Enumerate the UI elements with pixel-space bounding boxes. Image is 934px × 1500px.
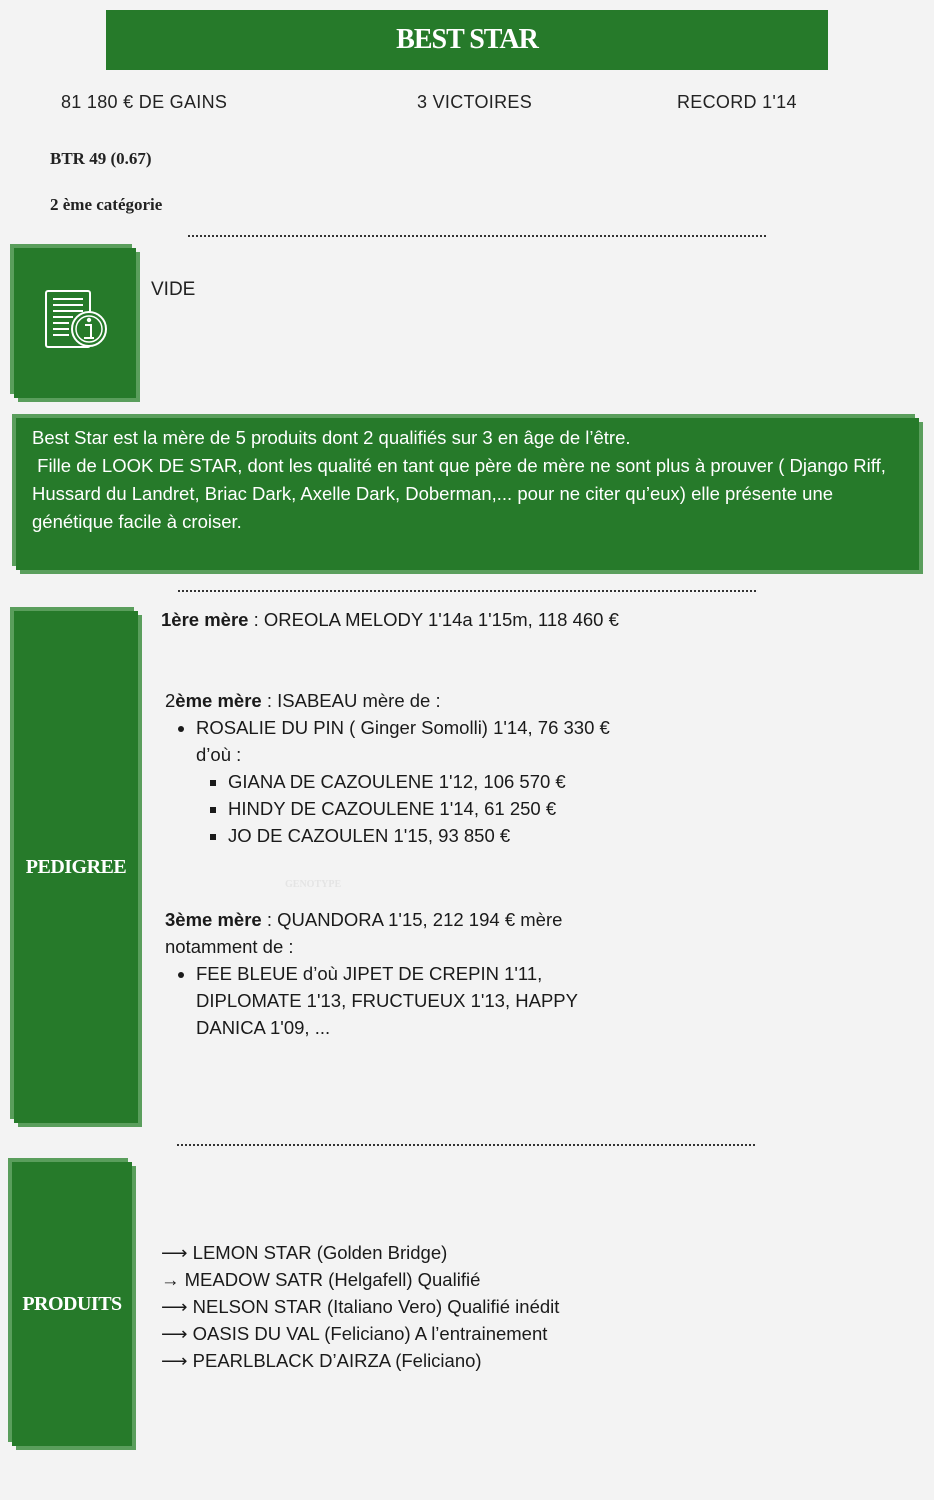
first-dam <box>161 606 681 633</box>
watermark-text: GENOTYPE <box>285 879 342 890</box>
third-dam-offspring <box>165 960 645 1041</box>
second-dam-label: ème mère <box>175 690 262 711</box>
category: 2 ème catégorie <box>50 195 163 214</box>
list-item <box>196 714 645 768</box>
third-dam-text: : QUANDORA 1'15, 212 194 € mère notamment de : <box>165 909 563 957</box>
grandchildren-list <box>165 768 645 849</box>
third-dam <box>165 906 645 1041</box>
third-dam-label: 3ème mère <box>165 909 262 930</box>
list-item: ▪ JO DE CAZOULEN 1'15, 93 850 € <box>228 822 645 849</box>
description-line-1: Best Star est la mère de 5 produits dont 2 qualifiés sur 3 en âge de l’être. <box>32 427 631 448</box>
list-item: ▪ GIANA DE CAZOULENE 1'12, 106 570 € <box>228 768 645 795</box>
status-text: VIDE <box>151 279 196 300</box>
list-item: ▪ HINDY DE CAZOULENE 1'14, 61 250 € <box>228 795 645 822</box>
second-dam-text: : ISABEAU mère de : <box>261 690 441 711</box>
document-info-icon <box>43 288 109 354</box>
second-dam-prefix: 2 <box>165 690 176 711</box>
divider <box>188 235 766 237</box>
divider <box>178 590 756 592</box>
list-item: ⟶ NELSON STAR (Italiano Vero) Qualifié inédit <box>161 1296 560 1317</box>
produits-label: PRODUITS <box>22 1292 122 1315</box>
status-icon-box <box>14 248 136 398</box>
btr-rating: BTR 49 (0.67) <box>50 149 152 168</box>
list-item: ⟶ OASIS DU VAL (Feliciano) A l’entrainement <box>161 1323 548 1344</box>
pedigree-label: PEDIGREE <box>25 855 127 878</box>
description-text <box>32 424 902 536</box>
page-title: BEST STAR <box>396 24 538 55</box>
list-item: ⟶ LEMON STAR (Golden Bridge) <box>161 1242 448 1263</box>
list-item: • FEE BLEUE d’où JIPET DE CREPIN 1'11, DIPLOMATE 1'13, FRUCTUEUX 1'13, HAPPY DANICA 1'09, ... <box>196 960 645 1041</box>
produits-label-box <box>12 1162 132 1446</box>
stat-gains: 81 180 € DE GAINS <box>61 92 228 112</box>
first-dam-label: 1ère mère <box>161 609 249 630</box>
produits-list <box>161 1239 559 1374</box>
first-dam-text: : OREOLA MELODY 1'14a 1'15m, 118 460 € <box>248 609 619 630</box>
second-dam <box>165 687 645 849</box>
second-dam-offspring <box>165 714 645 768</box>
list-item: ⟶ PEARLBLACK D’AIRZA (Feliciano) <box>161 1350 482 1371</box>
pedigree-label-box <box>14 611 138 1123</box>
rosalie-text: ROSALIE DU PIN ( Ginger Somolli) 1'14, 76 330 € d’où : <box>196 717 610 765</box>
title-banner <box>106 10 828 70</box>
stat-victoires: 3 VICTOIRES <box>417 92 533 112</box>
description-line-2: Fille de LOOK DE STAR, dont les qualité en tant que père de mère ne sont plus à prouver ( Django Riff, Hussard du Landret, Briac Dark, Axelle Dark, Doberman,... pour ne citer qu’eux) elle présente une génétique facile à croiser. <box>32 455 891 532</box>
list-item: → MEADOW SATR (Helgafell) Qualifié <box>161 1269 481 1290</box>
stat-record: RECORD 1'14 <box>677 92 797 112</box>
divider <box>177 1144 755 1146</box>
